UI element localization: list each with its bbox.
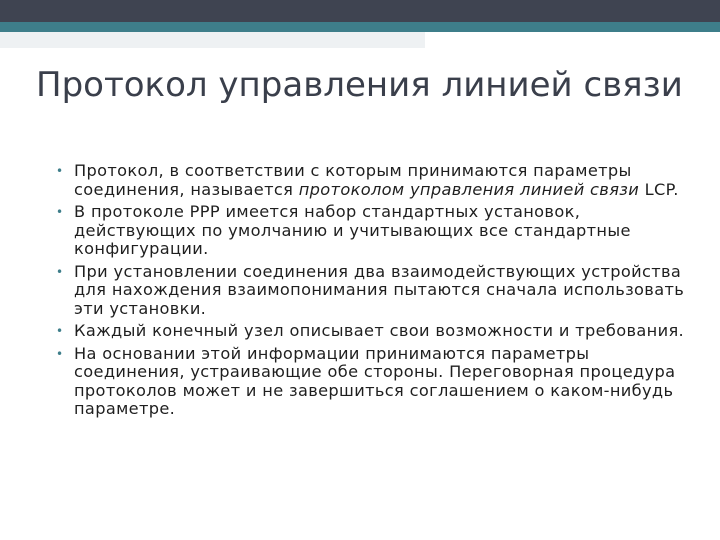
bullet-icon: • bbox=[56, 205, 64, 219]
bullet-emphasis: протоколом управления линией связи bbox=[298, 179, 640, 199]
bullet-list bbox=[56, 162, 696, 423]
bullet-text: На основании этой информации принимаются параметры соединения, устраивающие обе стороны. Переговорная процедура протоколов может и не завершиться соглашением о каком-нибудь параметре. bbox=[74, 343, 676, 418]
bullet-icon: • bbox=[56, 324, 64, 338]
bullet-item bbox=[56, 322, 696, 341]
bullet-text: При установлении соединения два взаимодействующих устройства для нахождения взаимопонимания пытаются сначала использовать эти установки. bbox=[74, 261, 685, 318]
bullet-text: Каждый конечный узел описывает свои возможности и требования. bbox=[74, 321, 685, 340]
header-dark-bar bbox=[0, 0, 720, 22]
header-teal-bar bbox=[0, 22, 720, 32]
bullet-text: В протоколе PPP имеется набор стандартных установок, действующих по умолчанию и учитывающих все стандартные конфигурации. bbox=[74, 202, 631, 258]
bullet-item bbox=[56, 263, 696, 319]
header-light-bar bbox=[0, 32, 425, 48]
header-white-bar bbox=[425, 32, 720, 46]
bullet-icon: • bbox=[56, 346, 64, 361]
bullet-text: Протокол, в соответствии с которым принимаются параметры соединения, называется bbox=[74, 161, 632, 199]
bullet-icon: • bbox=[56, 264, 64, 279]
bullet-icon: • bbox=[56, 164, 64, 178]
bullet-item bbox=[56, 203, 696, 259]
bullet-item bbox=[56, 345, 696, 419]
slide-title: Протокол управления линией связи bbox=[36, 65, 683, 105]
bullet-text-end: LCP. bbox=[639, 179, 679, 199]
bullet-item bbox=[56, 162, 696, 199]
